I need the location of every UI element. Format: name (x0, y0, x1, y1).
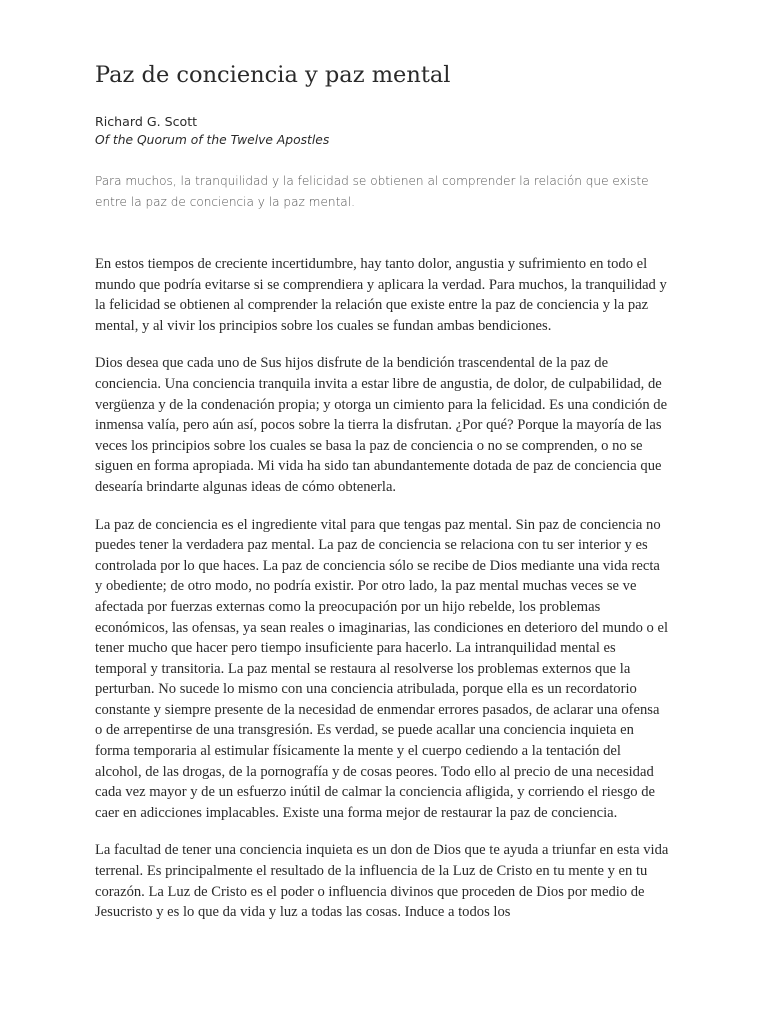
article-title: Paz de conciencia y paz mental (95, 62, 451, 88)
body-paragraph: La paz de conciencia es el ingrediente vital para que tengas paz mental. Sin paz de conciencia no puedes tener la verdadera paz mental. La paz de conciencia se relaciona con tu ser interior y es controlada por lo que haces. La paz de conciencia sólo se recibe de Dios mediante una vida recta y obediente; de otro modo, no podría existir. Por otro lado, la paz mental muchas veces se ve afectada por fuerzas externas como la preocupación por un hijo rebelde, los problemas económicos, las ofensas, ya sean reales o imaginarias, las condiciones en deterioro del mundo o el tener mucho que hacer pero tiempo insuficiente para hacerlo. La intranquilidad mental es temporal y transitoria. La paz mental se restaura al resolverse los problemas externos que la perturban. No sucede lo mismo con una conciencia atribulada, porque ella es un recordatorio constante y siempre presente de la necesidad de enmendar errores pasados, de aclarar una ofensa o de arrepentirse de una transgresión. Es verdad, se puede acallar una conciencia inquieta en forma temporaria al estimular físicamente la mente y el cuerpo cediendo a la tentación del alcohol, de las drogas, de la pornografía y de cosas peores. Todo ello al precio de una necesidad cada vez mayor y de un esfuerzo inútil de calmar la conciencia afligida, y corriendo el riesgo de caer en adicciones implacables. Existe una forma mejor de restaurar la paz de conciencia. (95, 516, 669, 821)
body-paragraph: La facultad de tener una conciencia inquieta es un don de Dios que te ayuda a triunfar en esta vida terrenal. Es principalmente el resultado de la influencia de la Luz de Cristo en tu mente y en tu corazón. La Luz de Cristo es el poder o influencia divinos que proceden de Dios por medio de Jesucristo y es lo que da vida y luz a todas las cosas. Induce a todos los (95, 842, 669, 921)
article-body (95, 254, 670, 940)
author-name: Richard G. Scott (95, 114, 198, 129)
body-paragraph: Dios desea que cada uno de Sus hijos disfrute de la bendición trascendental de la paz de conciencia. Una conciencia tranquila invita a estar libre de angustia, de dolor, de culpabilidad, de vergüenza y de la condenación propia; y otorga un cimiento para la felicidad. Es una condición de inmensa valía, pero aún así, pocos sobre la tierra la disfrutan. ¿Por qué? Porque la mayoría de las veces los principios sobre los cuales se basa la paz de conciencia o no se comprenden, o no se siguen en forma apropiada. Mi vida ha sido tan abundantemente dotada de paz de conciencia que desearía brindarte algunas ideas de cómo obtenerla. (95, 355, 668, 495)
body-paragraph: En estos tiempos de creciente incertidumbre, hay tanto dolor, angustia y sufrimiento en todo el mundo que podría evitarse si se comprendiera y aplicara la verdad. Para muchos, la tranquilidad y la felicidad se obtienen al comprender la relación que existe entre la paz de conciencia y la paz mental, y al vivir los principios sobre los cuales se fundan ambas bendiciones. (95, 256, 667, 334)
article-intro: Para muchos, la tranquilidad y la felicidad se obtienen al comprender la relación que existe entre la paz de conciencia y la paz mental. (95, 174, 649, 209)
author-role: Of the Quorum of the Twelve Apostles (95, 133, 330, 147)
